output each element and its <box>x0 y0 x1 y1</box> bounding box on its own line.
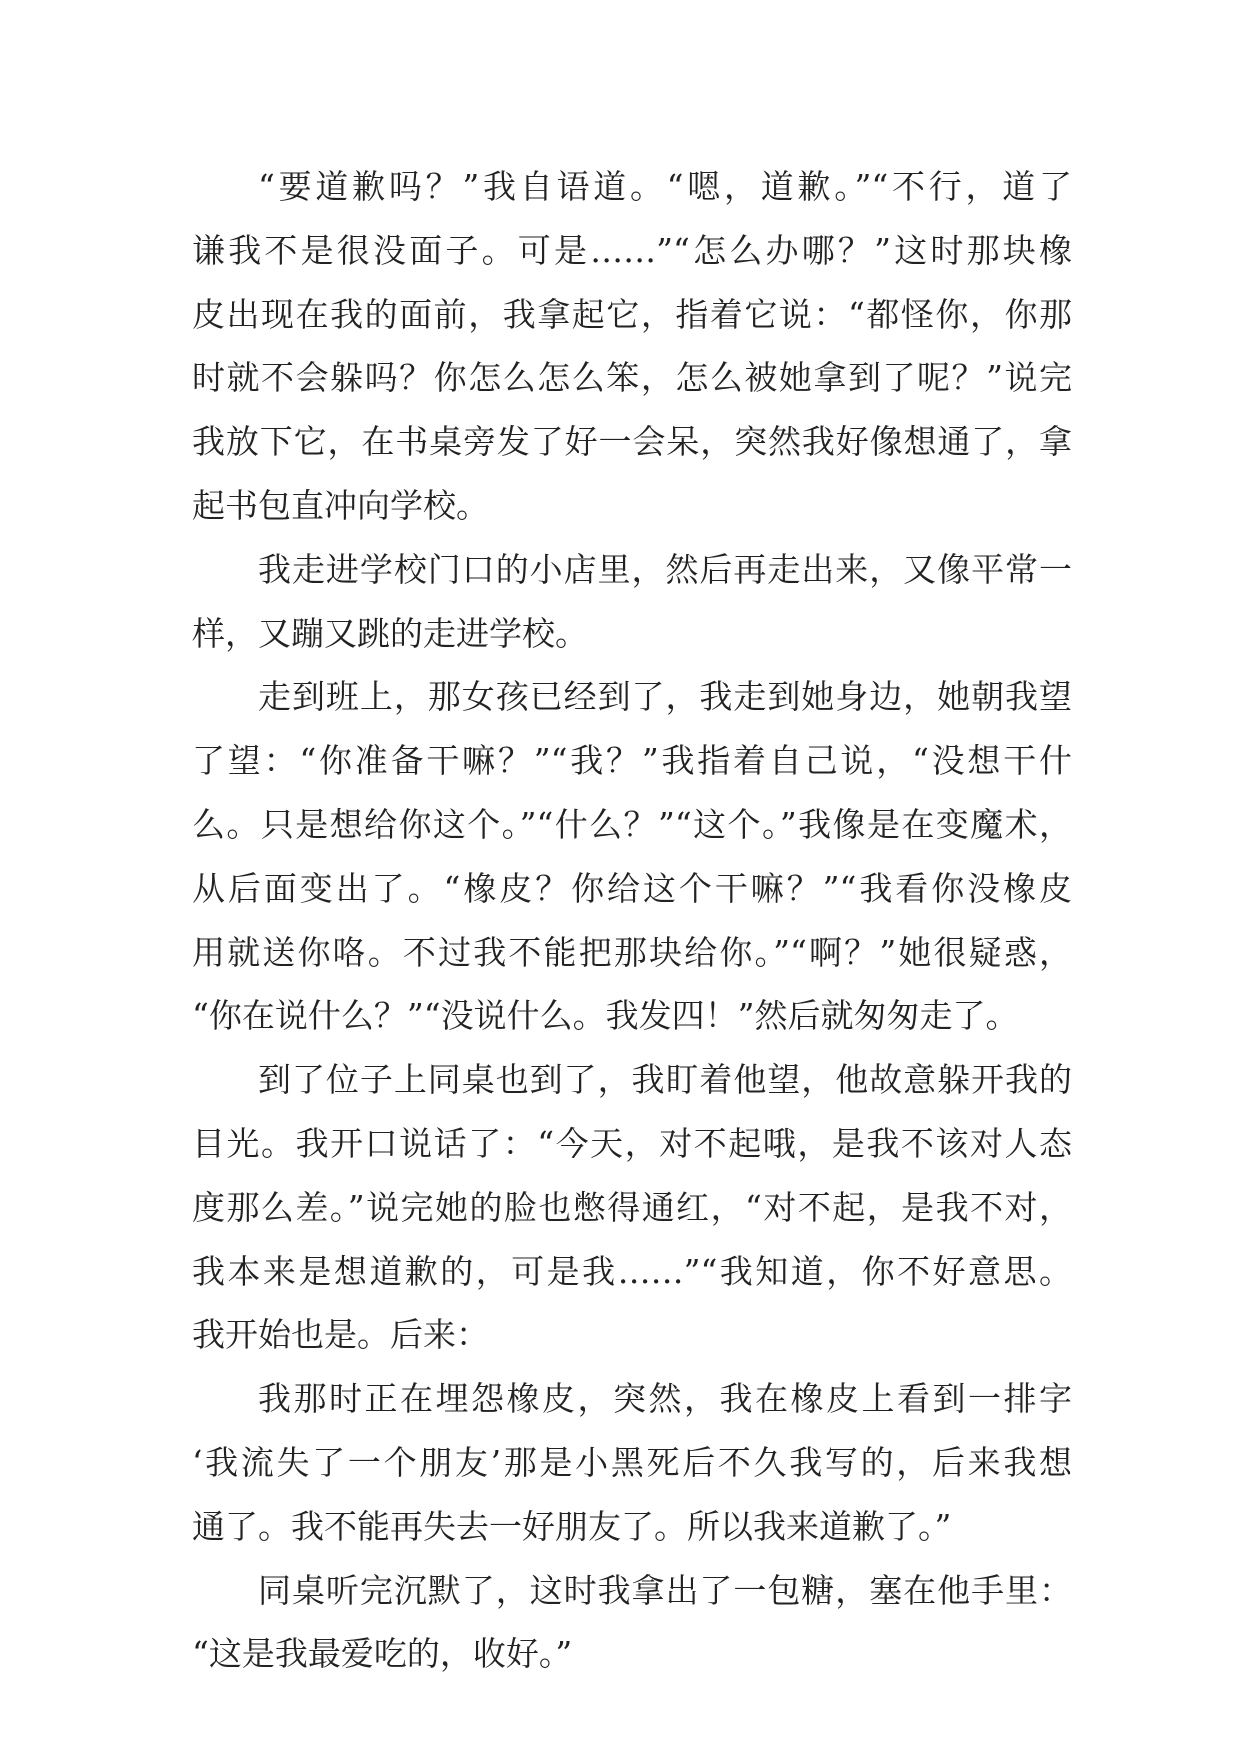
paragraph <box>192 538 1072 666</box>
text-line: 起书包直冲向学校。 <box>192 485 489 525</box>
text-line: ‘我流失了一个朋友’那是小黑死后不久我写的，后来我想 <box>192 1442 1072 1482</box>
text-line: “要道歉吗？”我自语道。“嗯，道歉。”“不行，道了 <box>258 167 1072 206</box>
text-line: 到了位子上同桌也到了，我盯着他望，他故意躲开我的 <box>258 1060 1072 1100</box>
text-line: 通了。我不能再失去一好朋友了。所以我来道歉了。” <box>192 1506 952 1546</box>
text-line: 谦我不是很没面子。可是……”“怎么办哪？”这时那块橡 <box>192 230 1072 270</box>
text-line: 度那么差。”说完她的脸也憋得通红，“对不起，是我不对， <box>192 1187 1072 1227</box>
text-line: 从后面变出了。“橡皮？你给这个干嘛？”“我看你没橡皮 <box>192 868 1072 908</box>
text-line: 么。只是想给你这个。”“什么？”“这个。”我像是在变魔术， <box>192 804 1072 844</box>
text-line: 样，又蹦又跳的走进学校。 <box>192 613 588 653</box>
text-line: 皮出现在我的面前，我拿起它，指着它说：“都怪你，你那 <box>192 294 1072 334</box>
paragraph <box>192 665 1072 1048</box>
paragraph <box>192 155 1072 538</box>
text-line: 我走进学校门口的小店里，然后再走出来，又像平常一 <box>258 549 1072 589</box>
paragraph <box>192 1048 1072 1367</box>
text-line: “你在说什么？”“没说什么。我发四！”然后就匆匆走了。 <box>192 996 1019 1036</box>
text-line: 我开始也是。后来： <box>192 1315 489 1355</box>
text-line: 走到班上，那女孩已经到了，我走到她身边，她朝我望 <box>258 677 1072 717</box>
body-text <box>192 155 1072 1686</box>
text-line: 我放下它，在书桌旁发了好一会呆，突然我好像想通了，拿 <box>192 422 1072 462</box>
text-line: 用就送你咯。不过我不能把那块给你。”“啊？”她很疑惑， <box>192 932 1072 972</box>
text-line: 了望：“你准备干嘛？”“我？”我指着自己说，“没想干什 <box>192 741 1072 781</box>
text-line: “这是我最爱吃的，收好。” <box>192 1634 573 1674</box>
paragraph <box>192 1559 1072 1687</box>
text-line: 同桌听完沉默了，这时我拿出了一包糖，塞在他手里： <box>258 1570 1072 1610</box>
text-line: 时就不会躲吗？你怎么怎么笨，怎么被她拿到了呢？”说完 <box>192 358 1072 398</box>
text-line: 我本来是想道歉的，可是我……”“我知道，你不好意思。 <box>192 1251 1072 1291</box>
text-line: 我那时正在埋怨橡皮，突然，我在橡皮上看到一排字 <box>258 1379 1072 1419</box>
text-line: 目光。我开口说话了：“今天，对不起哦，是我不该对人态 <box>192 1123 1072 1163</box>
paragraph <box>192 1367 1072 1558</box>
